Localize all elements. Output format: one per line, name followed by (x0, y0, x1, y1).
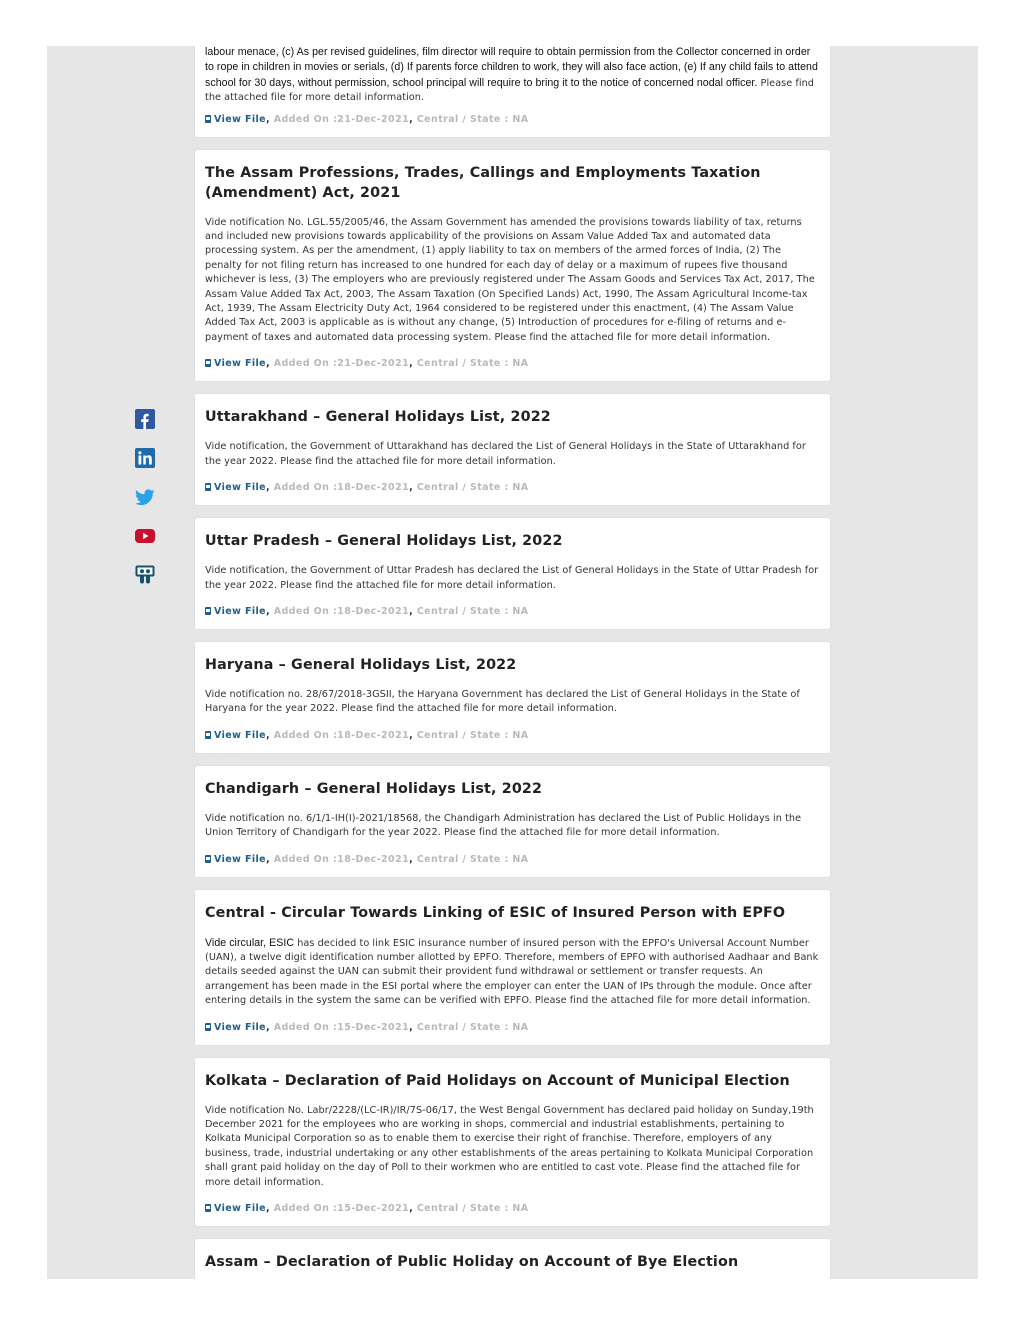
news-title[interactable]: Assam – Declaration of Public Holiday on Account of Bye Election (205, 1254, 739, 1270)
news-card (194, 149, 831, 383)
added-on: Added On :18-Dec-2021 (273, 482, 410, 494)
added-on: Added On :18-Dec-2021 (273, 853, 410, 865)
view-file-link[interactable]: View File (214, 113, 267, 125)
view-file-link[interactable]: View File (214, 482, 267, 494)
linkedin-icon[interactable] (135, 448, 155, 468)
news-card (194, 765, 831, 878)
added-on: Added On :21-Dec-2021 (273, 358, 410, 370)
scope: Central / State : NA (416, 605, 529, 617)
pdf-icon (205, 1204, 211, 1212)
news-title[interactable]: The Assam Professions, Trades, Callings and Employments Taxation (Amendment) Act, 2021 (205, 164, 761, 201)
twitter-icon[interactable] (135, 487, 155, 507)
pdf-icon (205, 359, 211, 367)
added-on: Added On :15-Dec-2021 (273, 1203, 410, 1214)
scope: Central / State : NA (416, 113, 529, 125)
news-card (194, 517, 831, 630)
news-card (194, 393, 831, 506)
news-body: Vide notification no. 28/67/2018-3GSII, the Haryana Government has declared the List of General Holidays in the State of Haryana for the year 2022. Please find the attached file for more detail information. (205, 688, 800, 715)
facebook-icon[interactable] (135, 409, 155, 429)
news-title[interactable]: Central - Circular Towards Linking of ESIC of Insured Person with EPFO (205, 904, 786, 921)
news-body-lead: labour menace, (c) As per revised guidelines, film director will require to obtain permission from the Collector concerned in order to rope in children in movies or serials, (d) If parents force children to work, they will also face action, (e) If any child fails to attend school for 30 days, without permission, school principal will require to bring it to the notice of concerned nodal officer. (205, 46, 818, 89)
news-card (194, 889, 831, 1046)
scope: Central / State : NA (416, 358, 529, 370)
scope: Central / State : NA (416, 482, 529, 494)
news-meta: View File, Added On :15-Dec-2021, Central / State : NA (205, 1202, 820, 1215)
news-body: Vide notification No. Labr/2228/(LC-IR)/IR/7S-06/17, the West Bengal Government has declared paid holiday on Sunday,19th December 2021 for the employees who are working in shops, commercial and industrial establishments, pertaining to Kolkata Municipal Corporation so as to enable them to exercise their right of franchise. Therefore, employers of any business, trade, industrial undertaking or any other establishments of the areas pertaining to Kolkata Municipal Corporation shall grant paid holiday on the day of Poll to their workmen who are entitled to cast vote. Please find the attached file for more detail information. (205, 1104, 814, 1188)
news-meta: View File, Added On :18-Dec-2021, Central / State : NA (205, 729, 820, 742)
added-on: Added On :15-Dec-2021 (273, 1021, 410, 1033)
news-body-text: has decided to link ESIC insurance number of insured person with the EPFO's Universal Account Number (UAN), a twelve digit identification number allotted by EPFO. Therefore, members of EPFO with authorised Aadhaar and Bank details seeded against the UAN can submit their provident fund withdrawal or settlement or transfer requests. An arrangement has been made in the ESI portal where the employer can enter the UAN of IPs through the module. Once after entering details in the system the same can be verified with EPFO. Please find the attached file for more detail information. (205, 937, 819, 1007)
content-frame (47, 46, 978, 1279)
news-title[interactable]: Uttarakhand – General Holidays List, 2022 (205, 409, 551, 426)
news-meta: View File, Added On :18-Dec-2021, Central / State : NA (205, 605, 820, 618)
news-card (194, 1057, 831, 1227)
news-body-text: Please find the attached file for more detail information. (205, 77, 815, 104)
news-body: Vide notification, the Government of Uttarakhand has declared the List of General Holidays in the State of Uttarakhand for the year 2022. Please find the attached file for more detail information. (205, 441, 806, 467)
added-on: Added On :18-Dec-2021 (273, 729, 410, 741)
news-card (194, 641, 831, 754)
news-meta: View File, Added On :18-Dec-2021, Central / State : NA (205, 853, 820, 866)
added-on: Added On :21-Dec-2021 (273, 113, 410, 125)
news-body (205, 936, 820, 1009)
scope: Central / State : NA (416, 1203, 529, 1214)
news-card (194, 46, 831, 138)
view-file-link[interactable]: View File (214, 1203, 267, 1214)
pdf-icon (205, 115, 211, 123)
pdf-icon (205, 483, 211, 491)
scope: Central / State : NA (416, 1021, 529, 1033)
news-meta: View File, Added On :18-Dec-2021, Central / State : NA (205, 481, 820, 494)
news-meta: View File, Added On :21-Dec-2021, Central / State : NA (205, 357, 820, 370)
pdf-icon (205, 731, 211, 739)
news-title[interactable]: Uttar Pradesh – General Holidays List, 2022 (205, 533, 563, 550)
view-file-link[interactable]: View File (214, 853, 267, 865)
news-title[interactable]: Chandigarh – General Holidays List, 2022 (205, 780, 543, 797)
pdf-icon (205, 855, 211, 863)
pdf-icon (205, 607, 211, 615)
news-meta: View File, Added On :15-Dec-2021, Central / State : NA (205, 1021, 820, 1034)
news-meta: View File, Added On :21-Dec-2021, Central / State : NA (205, 113, 820, 126)
slideshare-icon[interactable] (135, 565, 155, 585)
view-file-link[interactable]: View File (214, 1021, 267, 1033)
youtube-icon[interactable] (135, 526, 155, 546)
added-on: Added On :18-Dec-2021 (273, 605, 410, 617)
scope: Central / State : NA (416, 729, 529, 741)
view-file-link[interactable]: View File (214, 605, 267, 617)
news-title[interactable]: Haryana – General Holidays List, 2022 (205, 656, 517, 673)
news-body: Vide notification, the Government of Uttar Pradesh has declared the List of General Holidays in the State of Uttar Pradesh for the year 2022. Please find the attached file for more detail information. (205, 565, 819, 591)
scope: Central / State : NA (416, 853, 529, 865)
view-file-link[interactable]: View File (214, 358, 267, 370)
news-body: Vide notification No. LGL.55/2005/46, the Assam Government has amended the provisions towards liability of tax, returns and included new provisions towards applicability of the provisions on Assam Value Added Tax and automated data processing system. As per the amendment, (1) apply liability to tax on members of the armed forces of India, (2) The penalty for not filing return has increased to one hundred for each day of delay or a maximum of rupees five thousand whichever is less, (3) The employers who are previously registered under The Assam Goods and Services Tax Act, 2017, The Assam Value Added Tax Act, 2003, The Assam Taxation (On Specified Lands) Act, 1990, The Assam Agricultural Income-tax Act, 1939, The Assam Electricity Duty Act, 1964 considered to be registered under this enactment, (4) The Assam Value Added Tax Act, 2003 is applicable as is without any change, (5) Introduction of procedures for e-filing of returns and e-payment of taxes and automated data processing system. Please find the attached file for more detail information. (205, 216, 815, 343)
news-body (205, 46, 820, 106)
news-feed (194, 46, 831, 1279)
news-title[interactable]: Kolkata – Declaration of Paid Holidays on Account of Municipal Election (205, 1072, 790, 1089)
news-body-lead: Vide circular, ESIC (205, 936, 295, 949)
news-body: Vide notification no. 6/1/1-IH(I)-2021/18568, the Chandigarh Administration has declared the List of Public Holidays in the Union Territory of Chandigarh for the year 2022. Please find the attached file for more detail information. (205, 812, 802, 839)
pdf-icon (205, 1023, 211, 1031)
news-card (194, 1238, 831, 1279)
social-links (135, 409, 157, 604)
view-file-link[interactable]: View File (214, 729, 267, 741)
